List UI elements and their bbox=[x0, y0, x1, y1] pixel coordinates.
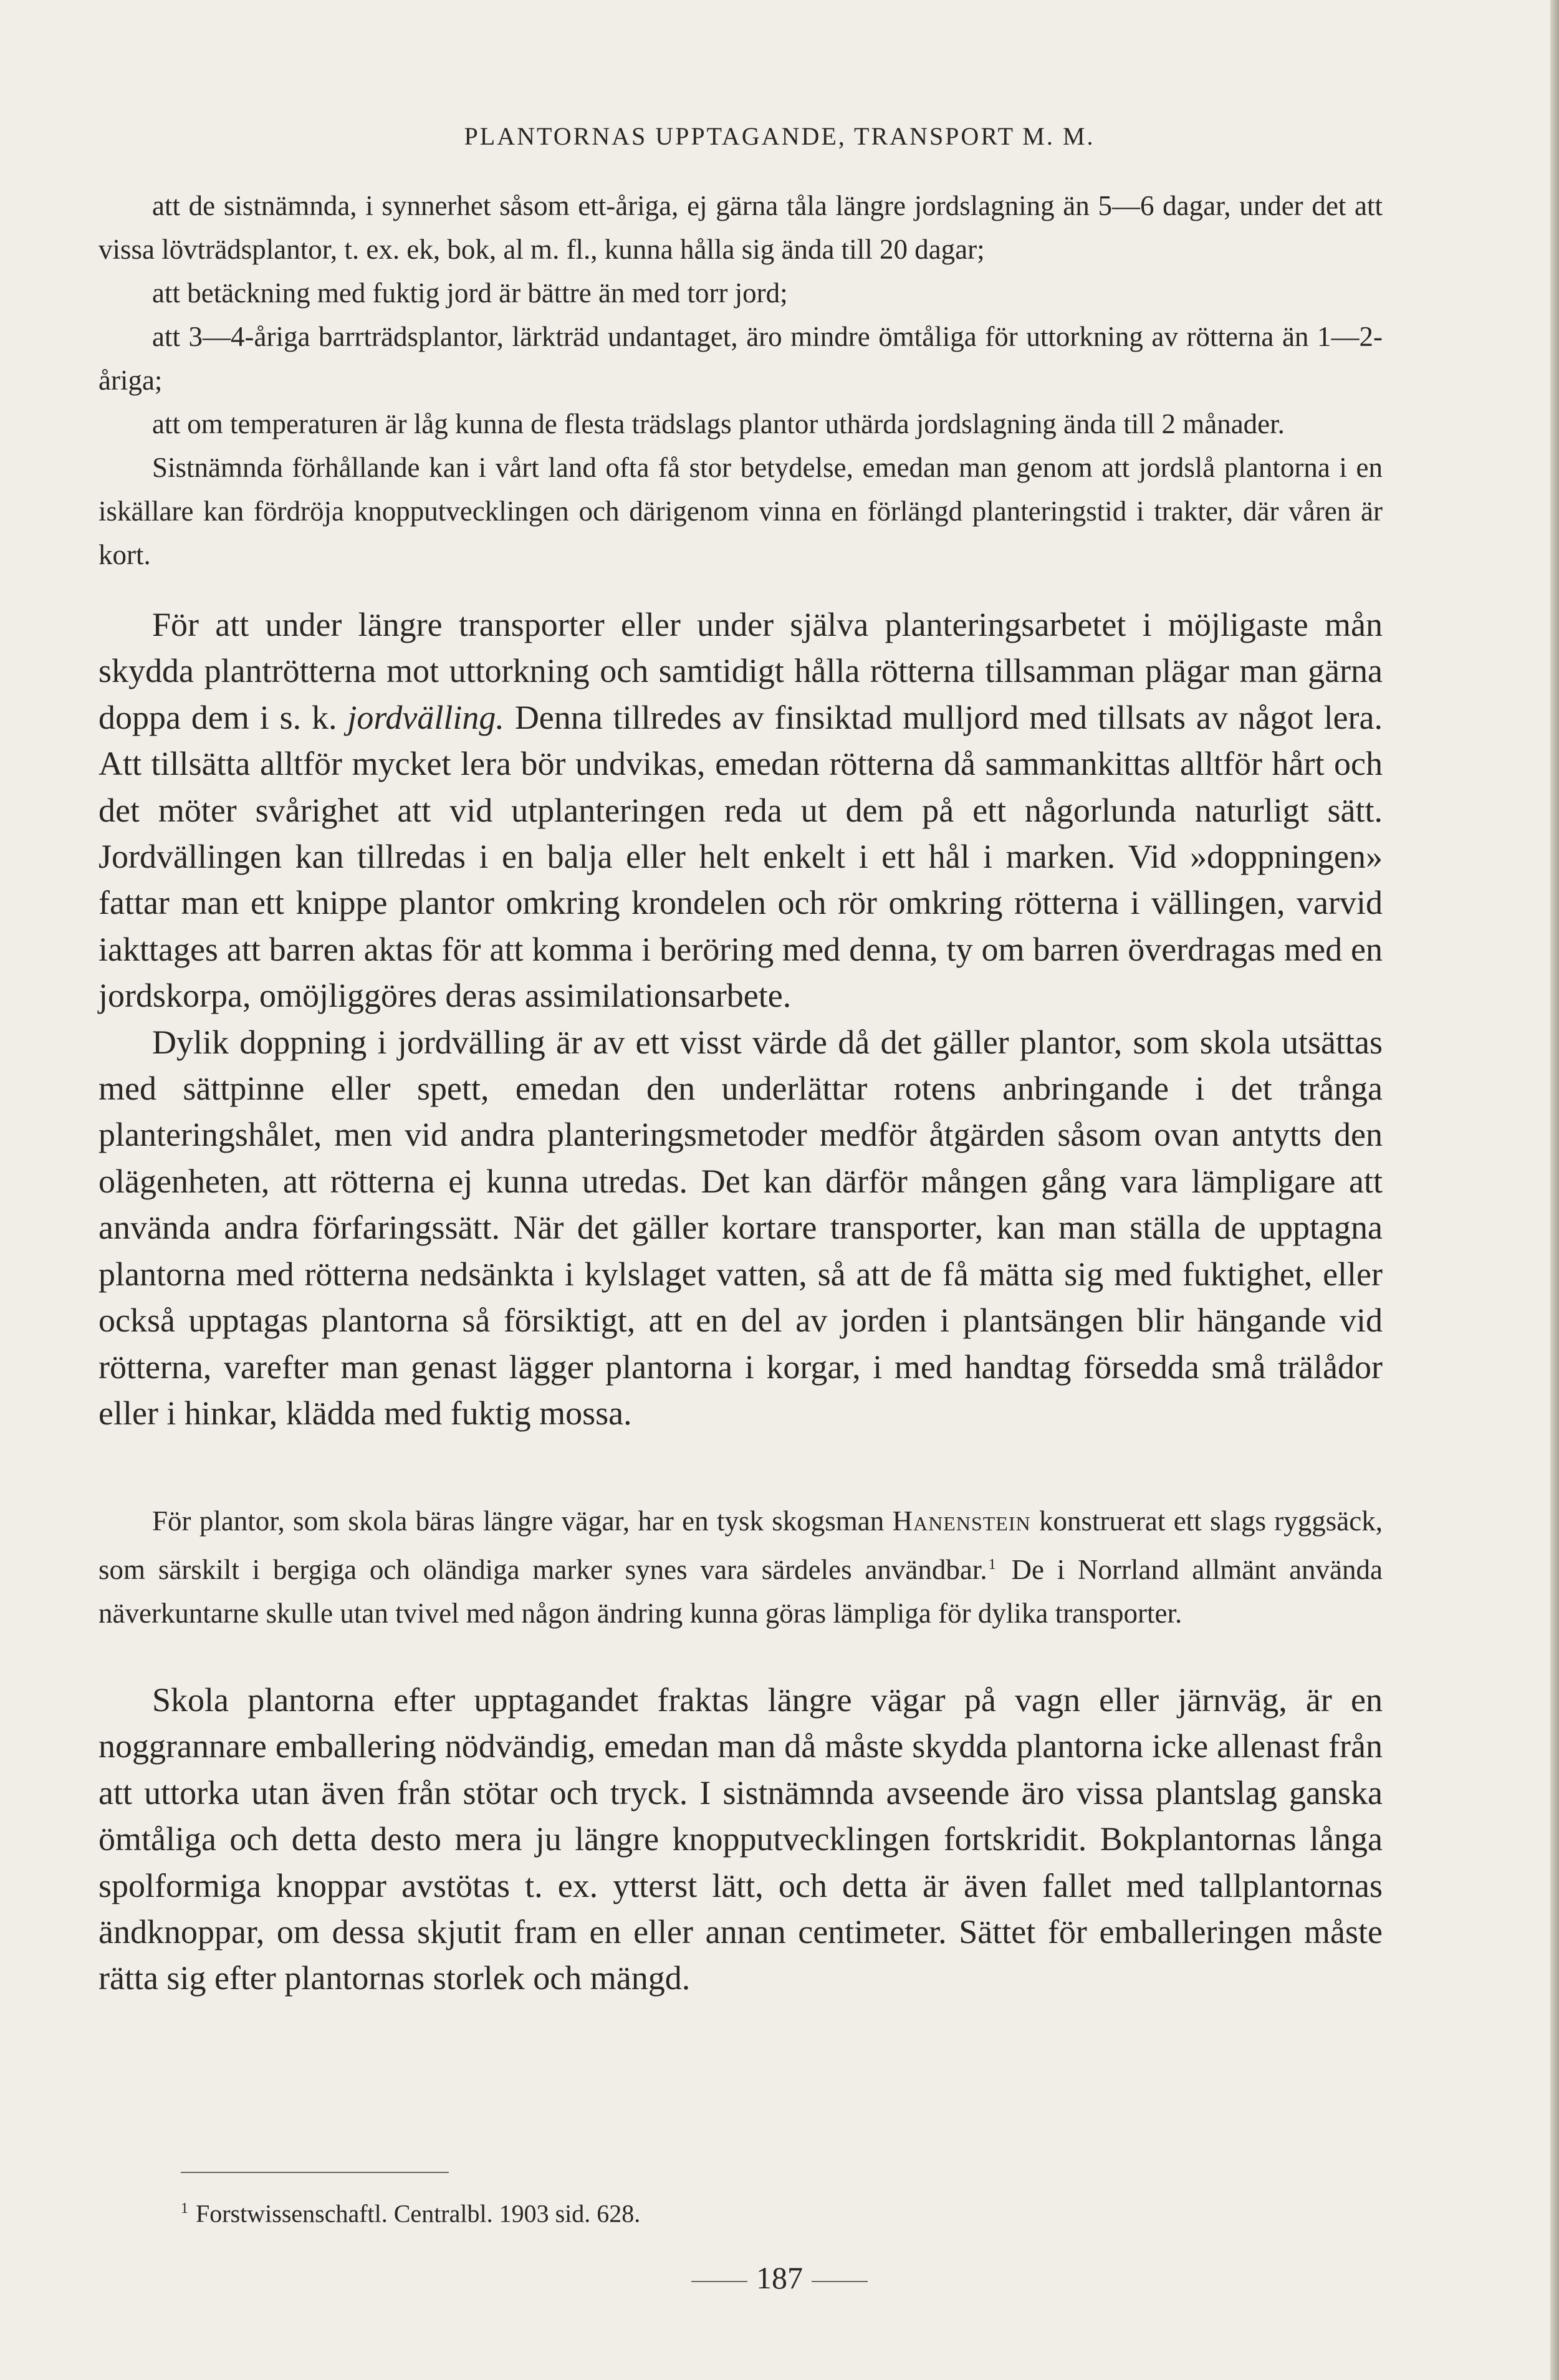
page-edge-shadow bbox=[1550, 0, 1559, 2380]
paragraph: att 3—4-åriga barrträdsplantor, lärkträd undantaget, äro mindre ömtåliga för uttorkning av rötterna än 1—2-åriga; bbox=[98, 321, 1383, 396]
paragraph bbox=[98, 1499, 1383, 1635]
paragraph: att de sistnämnda, i synnerhet såsom ett-åriga, ej gärna tåla längre jordslagning än 5—6 dagar, under det att vissa lövträdsplantor, t. ex. ek, bok, al m. fl., kunna hålla sig ända till 20 dagar; bbox=[98, 190, 1383, 265]
paragraph: Skola plantorna efter upptagandet fraktas längre vägar på vagn eller järnväg, är en noggrannare emballering nödvändig, emedan man då måste skydda plantorna icke allenast från att uttorka utan även från stötar och tryck. I sistnämnda avseende äro vissa plantslag ganska ömtåliga och detta desto mera ju längre knopputvecklingen fortskridit. Bokplantornas långa spolformiga knoppar avstötas t. ex. ytterst lätt, och detta är även fallet med tallplantornas ändknoppar, om dessa skjutit fram en eller annan centimeter. Sättet för emballeringen måste rätta sig efter plantornas storlek och mängd. bbox=[98, 1681, 1383, 1997]
footnote-rule bbox=[181, 2172, 449, 2173]
paragraph: Sistnämnda förhållande kan i vårt land ofta få stor betydelse, emedan man genom att jordslå plantorna i en iskällare kan fördröja knopputvecklingen och därigenom vinna en förlängd planteringstid i trakter, där våren är kort. bbox=[98, 452, 1383, 570]
footnote bbox=[181, 2191, 1365, 2231]
footnote-mark: 1 bbox=[181, 2200, 188, 2217]
dash-left bbox=[691, 2281, 747, 2282]
section-emballering bbox=[98, 1677, 1383, 2002]
text-run: Denna tillredes av finsiktad mulljord med tillsats av något lera. Att tillsätta alltför mycket lera bör undvikas, emedan rötterna då sammankittas alltför hårt och det möter svårighet att vid utplanteringen reda ut dem på ett någorlunda naturligt sätt. Jordvällingen kan tillredas i en balja eller helt enkelt i ett hål i marken. Vid »doppningen» fattar man ett knippe plantor omkring krondelen och rör omkring rötterna i vällingen, varvid iakttages att barren aktas för att komma i beröring med denna, ty om barren överdragas med en jordskorpa, omöjliggöres deras assimilationsarbete. bbox=[98, 698, 1383, 1015]
footnote-reference: 1 bbox=[988, 1557, 996, 1573]
list-section bbox=[98, 184, 1383, 577]
italic-term: jordvälling. bbox=[347, 698, 504, 736]
paragraph: att om temperaturen är låg kunna de flesta trädslags plantor uthärda jordslagning ända till 2 månader. bbox=[152, 408, 1285, 439]
paragraph: Dylik doppning i jordvälling är av ett visst värde då det gäller plantor, som skola utsättas med sättpinne eller spett, emedan den underlättar rotens anbringande i det trånga planteringshålet, men vid andra planteringsmetoder medför åtgärden såsom ovan antytts den olägenheten, att rötterna ej kunna utredas. Det kan därför mången gång vara lämpligare att använda andra förfaringssätt. När det gäller kortare transporter, kan man ställa de upptagna plantorna med rötterna nedsänkta i kylslaget vatten, så att de få mätta sig med fuktighet, eller också upptagas plantorna så försiktigt, att en del av jorden i plantsängen blir hängande vid rötterna, varefter man genast lägger plantorna i korgar, i med handtag försedda små trälådor eller i hinkar, klädda med fuktig mossa. bbox=[98, 1023, 1383, 1432]
page-number bbox=[0, 2260, 1559, 2296]
text-run: De i Norrland allmänt använda näverkuntarne skulle utan tvivel med någon ändring kunna göras lämpliga för dylika transporter. bbox=[98, 1554, 1383, 1629]
text-run: För att under längre transporter eller under själva planteringsarbetet i möjligaste mån skydda plantrötterna mot uttorkning och samtidigt hålla rötterna tillsamman plägar man gärna doppa dem i s. k. bbox=[98, 606, 1383, 736]
author-name: Hanenstein bbox=[892, 1505, 1031, 1537]
dash-right bbox=[812, 2281, 868, 2282]
text-run: konstruerat ett slags ryggsäck, som särskilt i bergiga och oländiga marker synes vara särdeles användbar. bbox=[98, 1505, 1383, 1585]
section-jordvalling bbox=[98, 602, 1383, 1436]
paragraph bbox=[98, 602, 1383, 1019]
paragraph: att betäckning med fuktig jord är bättre än med torr jord; bbox=[152, 277, 788, 309]
footnote-text: Forstwissenschaftl. Centralbl. 1903 sid. 628. bbox=[196, 2199, 641, 2228]
section-ryggsack bbox=[98, 1499, 1383, 1635]
text-run: För plantor, som skola bäras längre vägar, har en tysk skogsman bbox=[152, 1505, 893, 1537]
page-number-text: 187 bbox=[756, 2260, 803, 2295]
running-head: PLANTORNAS UPPTAGANDE, TRANSPORT M. M. bbox=[464, 122, 1095, 150]
